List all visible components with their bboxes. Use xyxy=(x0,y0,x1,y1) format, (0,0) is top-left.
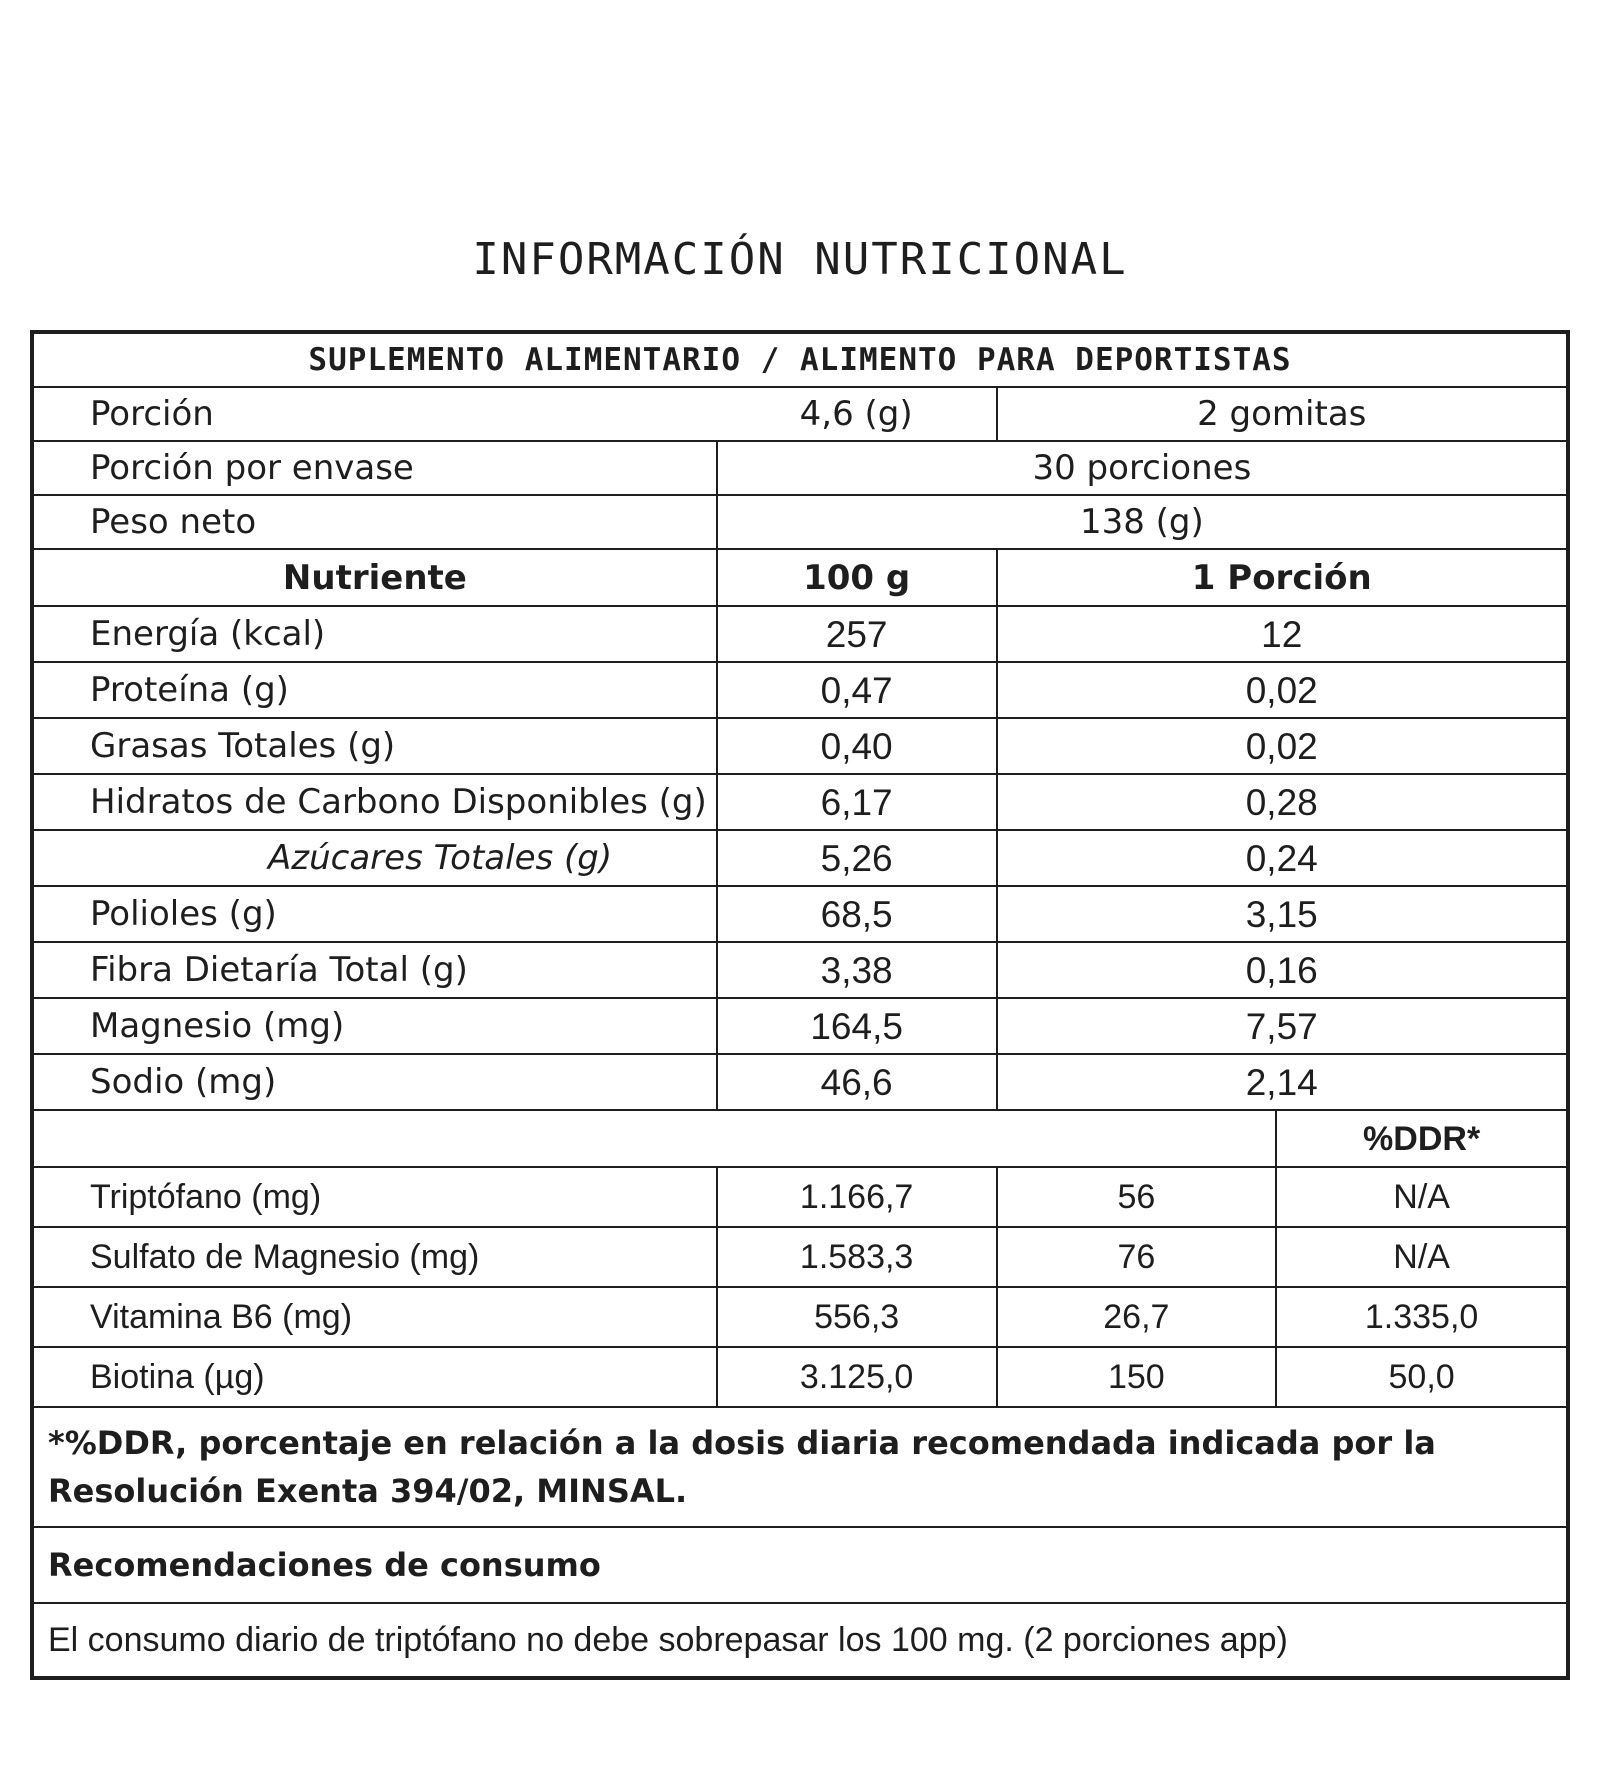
ddr-header-row xyxy=(32,1110,1568,1167)
per-100g-column-header: 100 g xyxy=(717,549,997,606)
recommendations-text: El consumo diario de triptófano no debe sobrepasar los 100 mg. (2 porciones app) xyxy=(32,1603,1568,1678)
micronutrient-row xyxy=(32,1167,1568,1227)
nutrient-name: Hidratos de Carbono Disponibles (g) xyxy=(32,774,717,830)
ddr-column-header: %DDR* xyxy=(1276,1110,1568,1167)
servings-per-container-row xyxy=(32,441,1568,495)
serving-units: 2 gomitas xyxy=(997,387,1569,441)
nutrient-row xyxy=(32,662,1568,718)
nutrient-row xyxy=(32,886,1568,942)
nutrient-per-100g: 3,38 xyxy=(717,942,997,998)
ddr-footnote: *%DDR, porcentaje en relación a la dosis diaria recomendada indicada por la Resolución Exenta 394/02, MINSAL. xyxy=(32,1407,1568,1527)
nutrition-facts-table xyxy=(30,330,1570,1680)
micronutrient-name: Vitamina B6 (mg) xyxy=(32,1287,717,1347)
nutrient-row xyxy=(32,774,1568,830)
micronutrient-per-portion: 56 xyxy=(997,1167,1277,1227)
micronutrient-per-100g: 1.583,3 xyxy=(717,1227,997,1287)
nutrient-per-100g: 5,26 xyxy=(717,830,997,886)
nutrient-row xyxy=(32,606,1568,662)
nutrient-row xyxy=(32,942,1568,998)
micronutrient-ddr: 1.335,0 xyxy=(1276,1287,1568,1347)
serving-row xyxy=(32,387,1568,441)
micronutrient-row xyxy=(32,1347,1568,1407)
micronutrient-ddr: N/A xyxy=(1276,1167,1568,1227)
micronutrient-per-portion: 76 xyxy=(997,1227,1277,1287)
nutrient-per-portion: 0,28 xyxy=(997,774,1569,830)
ddr-header-spacer xyxy=(32,1110,1276,1167)
nutrient-per-portion: 7,57 xyxy=(997,998,1569,1054)
nutrient-name: Energía (kcal) xyxy=(32,606,717,662)
nutrient-row xyxy=(32,1054,1568,1110)
micronutrient-name: Biotina (µg) xyxy=(32,1347,717,1407)
nutrient-per-portion: 0,24 xyxy=(997,830,1569,886)
nutrient-per-portion: 12 xyxy=(997,606,1569,662)
net-weight-row xyxy=(32,495,1568,549)
recommendations-heading-row xyxy=(32,1527,1568,1603)
micronutrient-row xyxy=(32,1287,1568,1347)
recommendations-text-row xyxy=(32,1603,1568,1678)
banner-row xyxy=(32,332,1568,387)
micronutrient-ddr: N/A xyxy=(1276,1227,1568,1287)
nutrient-header-row xyxy=(32,549,1568,606)
footnote-row xyxy=(32,1407,1568,1527)
nutrient-name: Grasas Totales (g) xyxy=(32,718,717,774)
nutrient-per-100g: 164,5 xyxy=(717,998,997,1054)
micronutrient-name: Triptófano (mg) xyxy=(32,1167,717,1227)
nutrient-name: Magnesio (mg) xyxy=(32,998,717,1054)
page-title: INFORMACIÓN NUTRICIONAL xyxy=(472,234,1128,285)
nutrient-row xyxy=(32,830,1568,886)
nutrient-per-portion: 0,02 xyxy=(997,718,1569,774)
nutrient-column-header: Nutriente xyxy=(32,549,717,606)
micronutrient-per-portion: 26,7 xyxy=(997,1287,1277,1347)
product-category-banner: SUPLEMENTO ALIMENTARIO / ALIMENTO PARA DEPORTISTAS xyxy=(32,332,1568,387)
nutrient-per-100g: 68,5 xyxy=(717,886,997,942)
nutrient-per-portion: 0,02 xyxy=(997,662,1569,718)
serving-label: Porción xyxy=(32,387,717,441)
nutrient-name: Sodio (mg) xyxy=(32,1054,717,1110)
micronutrient-per-portion: 150 xyxy=(997,1347,1277,1407)
micronutrient-per-100g: 3.125,0 xyxy=(717,1347,997,1407)
nutrient-name: Proteína (g) xyxy=(32,662,717,718)
net-weight-value: 138 (g) xyxy=(717,495,1568,549)
nutrient-per-100g: 46,6 xyxy=(717,1054,997,1110)
micronutrient-row xyxy=(32,1227,1568,1287)
serving-grams: 4,6 (g) xyxy=(717,387,997,441)
nutrient-per-100g: 257 xyxy=(717,606,997,662)
micronutrient-per-100g: 1.166,7 xyxy=(717,1167,997,1227)
nutrient-name: Azúcares Totales (g) xyxy=(32,830,717,886)
nutrient-per-100g: 0,40 xyxy=(717,718,997,774)
nutrient-name: Fibra Dietaría Total (g) xyxy=(32,942,717,998)
servings-per-container-value: 30 porciones xyxy=(717,441,1568,495)
nutrient-per-portion: 2,14 xyxy=(997,1054,1569,1110)
servings-per-container-label: Porción por envase xyxy=(32,441,717,495)
nutrient-per-portion: 3,15 xyxy=(997,886,1569,942)
nutrient-row xyxy=(32,998,1568,1054)
nutrient-per-portion: 0,16 xyxy=(997,942,1569,998)
per-portion-column-header: 1 Porción xyxy=(997,549,1569,606)
nutrient-per-100g: 0,47 xyxy=(717,662,997,718)
net-weight-label: Peso neto xyxy=(32,495,717,549)
micronutrient-ddr: 50,0 xyxy=(1276,1347,1568,1407)
nutrient-per-100g: 6,17 xyxy=(717,774,997,830)
micronutrient-name: Sulfato de Magnesio (mg) xyxy=(32,1227,717,1287)
nutrient-row xyxy=(32,718,1568,774)
recommendations-heading: Recomendaciones de consumo xyxy=(32,1527,1568,1603)
nutrient-name: Polioles (g) xyxy=(32,886,717,942)
micronutrient-per-100g: 556,3 xyxy=(717,1287,997,1347)
